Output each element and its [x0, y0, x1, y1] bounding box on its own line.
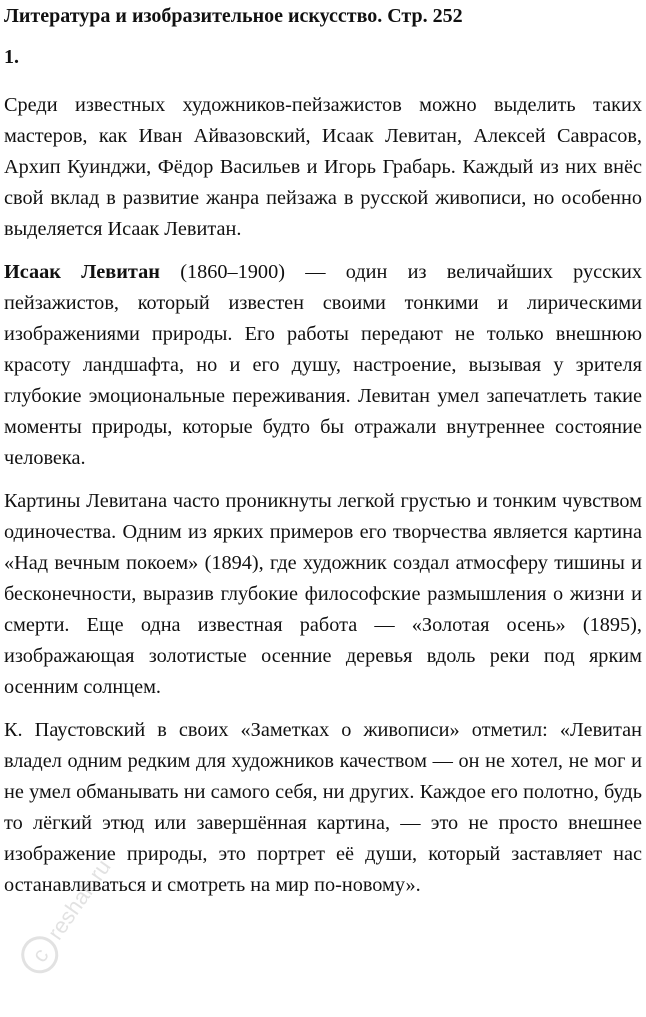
watermark-text: reshak.ru [42, 854, 116, 945]
paragraph-levitan-bio-text: (1860–1900) — один из величайших русских пейзажистов, который известен своими тонкими и лирическими изображениями природы. Его работы передают не только внешнюю красоту ландшафта, но и его душу, настроение, вызывая у зрителя глубокие эмоциональные переживания. Левитан умел запечатлеть такие моменты природы, которые будто бы отражали внутреннее состояние человека. [4, 261, 643, 469]
artist-name: Исаак Левитан [4, 261, 160, 283]
paragraph-paintings: Картины Левитана часто проникнуты легкой грустью и тонким чувством одиночества. Одним из ярких примеров его творчества является картина «Над вечным покоем» (1894), где художник создал атмосферу тишины и бесконечности, выразив глубокие философские размышления о жизни и смерти. Еще одна известная работа — «Золотая осень» (1895), изображающая золотистые осенние деревья вдоль реки под ярким осенним солнцем. [4, 490, 642, 698]
copyright-letter-icon: c [26, 943, 54, 967]
page-title: Литература и изобразительное искусство. Стр. 252 [4, 5, 463, 27]
task-number: 1. [4, 46, 19, 68]
paragraph-paustovsky-quote: К. Паустовский в своих «Заметках о живописи» отметил: «Левитан владел одним редким для художников качеством — он не хотел, не мог и не умел обманывать ни самого себя, ни других. Каждое его полотно, будь то лёгкий этюд или завершённая картина, — это не просто внешнее изображение природы, это портрет её души, который заставляет нас останавливаться и смотреть на мир по-новому». [4, 719, 642, 896]
paragraph-intro: Среди известных художников-пейзажистов можно выделить таких мастеров, как Иван Айвазовский, Исаак Левитан, Алексей Саврасов, Архип Куинджи, Фёдор Васильев и Игорь Грабарь. Каждый из них внёс свой вклад в развитие жанра пейзажа в русской живописи, но особенно выделяется Исаак Левитан. [4, 94, 642, 240]
paragraph-levitan-bio [4, 257, 642, 474]
